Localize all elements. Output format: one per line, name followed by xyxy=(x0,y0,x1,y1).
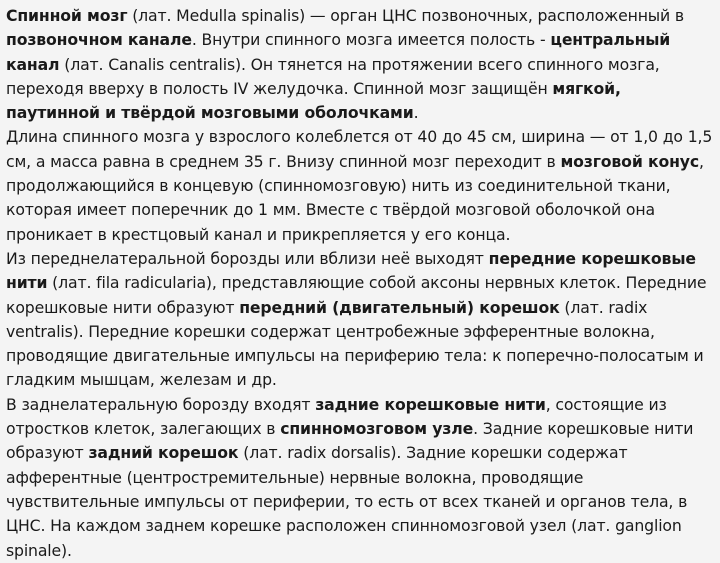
paragraph xyxy=(6,4,714,125)
bold-term: спинномозговом узле xyxy=(280,419,474,439)
bold-term: мягкой, паутинной и твёрдой мозговыми оболочками xyxy=(6,78,621,123)
text-run: . xyxy=(413,103,419,123)
bold-term: передний (двигательный) корешок xyxy=(239,297,560,317)
text-run: , продолжающийся в концевую (спинномозговую) нить из соединительной ткани, которая имеет поперечник до 1 мм. Вместе с твёрдой мозговой оболочкой она проникает в крестцовый канал и прикрепляется у его конца. xyxy=(6,151,704,244)
bold-term: Спинной мозг xyxy=(6,6,128,25)
bold-term: мозговой конус xyxy=(560,151,700,171)
paragraph xyxy=(6,247,714,393)
text-run: (лат. Canalis centralis). Он тянется на протяжении всего спинного мозга, переходя вверху в полость IV желудочка. Спинной мозг защищён xyxy=(6,54,660,98)
text-run: (лат. radix dorsalis). Задние корешки содержат афферентные (центростремительные) нервные волокна, проводящие чувствительные импульсы от периферии, то есть от всех тканей и органов тела, в ЦНС. На каждом заднем корешке расположен спинномозговой узел (лат. ganglion spinale). xyxy=(6,443,688,560)
text-run: Длина спинного мозга у взрослого колеблется от 40 до 45 см, ширина — от 1,0 до 1,5 см, а масса равна в среднем 35 г. Внизу спинной мозг переходит в xyxy=(6,127,713,171)
text-run: (лат. Medulla spinalis) — орган ЦНС позвоночных, расположенный в xyxy=(127,6,685,25)
document-body xyxy=(6,4,714,563)
text-run: . Внутри спинного мозга имеется полость - xyxy=(191,30,551,50)
bold-term: центральный канал xyxy=(6,30,671,74)
bold-term: позвоночном канале xyxy=(6,30,192,50)
bold-term: задний корешок xyxy=(88,443,239,463)
bold-term: передние корешковые нити xyxy=(6,248,696,293)
text-run: В заднелатеральную борозду входят xyxy=(6,394,316,414)
bold-term: задние корешковые нити xyxy=(315,394,546,414)
text-run: . Задние корешковые нити образуют xyxy=(6,419,694,463)
text-run: , состоящие из отростков клеток, залегающих в xyxy=(6,394,667,439)
paragraph xyxy=(6,393,714,563)
text-run: (лат. fila radicularia), представляющие собой аксоны нервных клеток. Передние корешковые нити образуют xyxy=(6,273,707,317)
text-run: (лат. radix ventralis). Передние корешки содержат центробежные эфферентные волокна, проводящие двигательные импульсы на периферию тела: к поперечно-полосатым и гладким мышцам, железам и др. xyxy=(6,297,704,390)
text-run: Из переднелатеральной борозды или вблизи неё выходят xyxy=(6,248,489,268)
paragraph xyxy=(6,125,714,246)
